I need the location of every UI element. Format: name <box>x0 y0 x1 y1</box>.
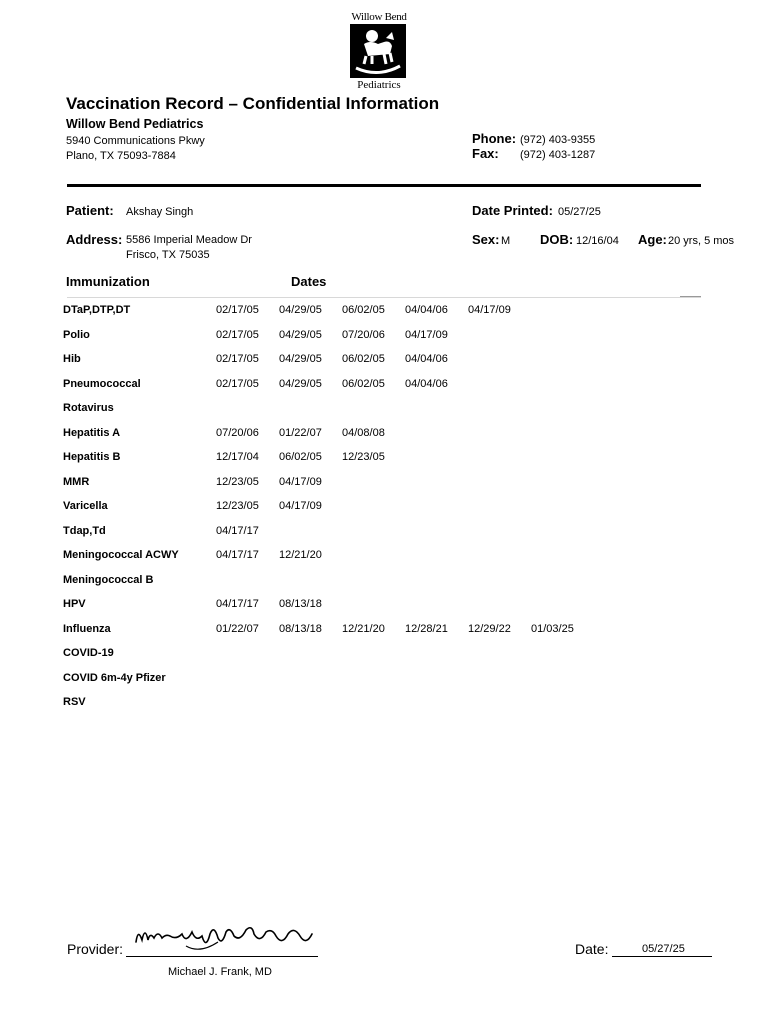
vaccination-date: 04/17/09 <box>279 475 322 488</box>
vaccination-date: 04/17/17 <box>216 598 259 610</box>
patient-label: Patient: <box>66 203 114 218</box>
logo-top-text: Willow Bend <box>351 11 407 23</box>
immunization-column-header: Immunization <box>66 274 150 289</box>
vaccine-name: Varicella <box>63 500 108 512</box>
vaccine-name: COVID 6m-4y Pfizer <box>63 671 166 684</box>
vaccination-date: 04/17/17 <box>216 524 259 537</box>
vaccination-date: 04/17/09 <box>405 328 448 341</box>
provider-name: Michael J. Frank, MD <box>168 966 272 978</box>
dates-column-header: Dates <box>291 274 327 289</box>
provider-signature-line <box>126 956 318 957</box>
vaccination-date: 04/04/06 <box>405 377 448 390</box>
vaccination-date: 04/29/05 <box>279 377 322 390</box>
dob-value: 12/16/04 <box>576 235 619 247</box>
vaccination-date: 02/17/05 <box>216 304 259 316</box>
dob-label: DOB: <box>540 232 574 247</box>
vaccine-name: Influenza <box>63 622 111 635</box>
vaccine-name: DTaP,DTP,DT <box>63 304 131 316</box>
vaccination-date: 12/17/04 <box>216 451 259 463</box>
address-label: Address: <box>66 232 123 247</box>
fax-value: (972) 403-1287 <box>520 149 596 161</box>
vaccination-date: 02/17/05 <box>216 328 259 341</box>
patient-address-line1: 5586 Imperial Meadow Dr <box>126 234 252 246</box>
vaccine-name: Rotavirus <box>63 402 114 414</box>
vaccination-date: 06/02/05 <box>279 451 322 463</box>
table-header-divider <box>67 297 701 298</box>
patient-address-line2: Frisco, TX 75035 <box>126 249 210 261</box>
provider-signature <box>126 920 318 956</box>
vaccination-date: 08/13/18 <box>279 622 322 635</box>
table-header-divider-accent <box>680 296 701 297</box>
vaccination-date: 07/20/06 <box>342 328 385 341</box>
patient-name: Akshay Singh <box>126 206 194 218</box>
vaccination-date: 12/23/05 <box>342 451 385 463</box>
clinic-address-line1: 5940 Communications Pkwy <box>66 135 205 147</box>
vaccine-name: COVID-19 <box>63 647 114 659</box>
vaccination-date: 12/21/20 <box>279 549 322 561</box>
vaccine-name: Hepatitis B <box>63 451 121 463</box>
logo-rocking-horse-icon <box>350 24 406 78</box>
vaccination-date: 04/08/08 <box>342 426 385 439</box>
vaccination-date: 04/29/05 <box>279 328 322 341</box>
page-title: Vaccination Record – Confidential Information <box>66 94 440 113</box>
vaccination-date: 12/23/05 <box>216 500 259 512</box>
age-label: Age: <box>638 232 667 247</box>
vaccination-date: 04/29/05 <box>279 304 322 316</box>
vaccination-date: 06/02/05 <box>342 353 385 365</box>
clinic-address-line2: Plano, TX 75093-7884 <box>66 150 176 162</box>
vaccination-date: 12/28/21 <box>405 622 448 635</box>
vaccination-date: 04/04/06 <box>405 304 448 316</box>
vaccination-date: 06/02/05 <box>342 377 385 390</box>
vaccine-name: RSV <box>63 696 86 708</box>
vaccine-name: Hepatitis A <box>63 426 121 439</box>
vaccine-name: Polio <box>63 328 90 341</box>
footer-date-label: Date: <box>575 941 609 957</box>
footer-date-value: 05/27/25 <box>642 943 685 955</box>
vaccine-name: Hib <box>63 353 81 365</box>
vaccine-name: Meningococcal ACWY <box>63 549 179 561</box>
vaccination-date: 04/17/09 <box>468 304 511 316</box>
date-printed-value: 05/27/25 <box>558 206 601 218</box>
vaccination-date: 02/17/05 <box>216 353 259 365</box>
vaccination-date: 07/20/06 <box>216 426 259 439</box>
header-divider <box>67 184 701 187</box>
vaccine-name: Pneumococcal <box>63 377 141 390</box>
vaccine-name: Tdap,Td <box>63 524 106 537</box>
vaccination-date: 08/13/18 <box>279 598 322 610</box>
vaccination-date: 12/21/20 <box>342 622 385 635</box>
phone-label: Phone: <box>472 131 517 146</box>
vaccination-date: 12/29/22 <box>468 622 511 635</box>
sex-value: M <box>501 235 511 247</box>
date-printed-label: Date Printed: <box>472 203 553 218</box>
vaccination-date: 12/23/05 <box>216 475 259 488</box>
logo-bottom-text: Pediatrics <box>357 79 401 91</box>
fax-label: Fax: <box>472 146 499 161</box>
footer-date-line <box>612 956 712 957</box>
sex-label: Sex: <box>472 232 500 247</box>
age-value: 20 yrs, 5 mos <box>668 235 735 247</box>
vaccination-date: 04/29/05 <box>279 353 322 365</box>
vaccination-date: 06/02/05 <box>342 304 385 316</box>
vaccination-date: 02/17/05 <box>216 377 259 390</box>
vaccination-date: 04/04/06 <box>405 353 448 365</box>
vaccination-date: 01/22/07 <box>216 622 259 635</box>
clinic-name: Willow Bend Pediatrics <box>66 117 204 131</box>
vaccination-date: 04/17/09 <box>279 500 322 512</box>
vaccine-name: HPV <box>63 598 86 610</box>
vaccination-date: 01/03/25 <box>531 622 574 635</box>
phone-value: (972) 403-9355 <box>520 134 596 146</box>
vaccination-date: 01/22/07 <box>279 426 322 439</box>
provider-label: Provider: <box>67 941 124 957</box>
vaccine-name: Meningococcal B <box>63 573 154 586</box>
vaccination-date: 04/17/17 <box>216 549 259 561</box>
vaccine-name: MMR <box>63 475 90 488</box>
